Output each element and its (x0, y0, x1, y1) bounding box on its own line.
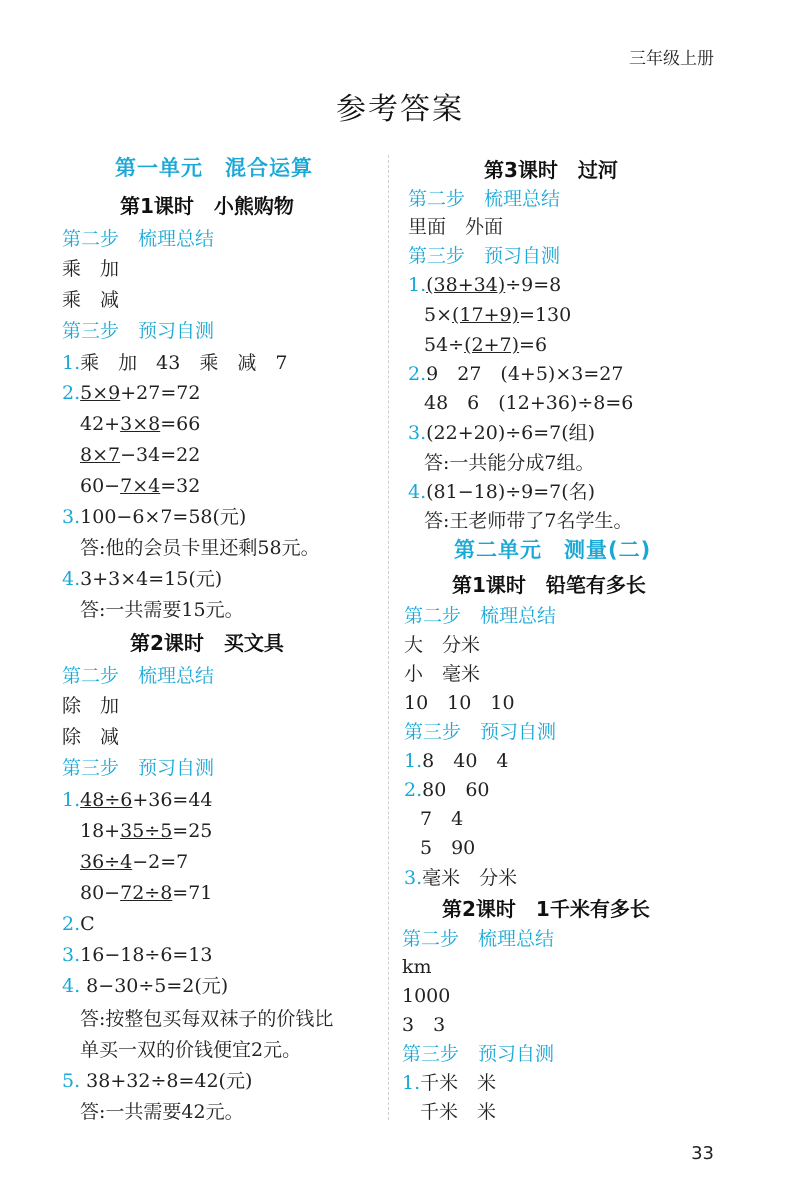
answer-line: 大 分米 (404, 634, 481, 656)
answer-line (404, 748, 509, 774)
answer-line (408, 420, 595, 446)
step-heading: 第二步 梳理总结 (62, 228, 215, 250)
lesson-title: 第2课时 买文具 (130, 631, 284, 655)
step-heading: 第二步 梳理总结 (404, 605, 557, 627)
answer-line (62, 566, 222, 592)
question-number: 4. (408, 481, 427, 503)
answer-text: 乘 加 43 乘 减 7 (80, 352, 288, 374)
underlined-expression: 35÷5 (120, 820, 173, 842)
grade-label: 三年级上册 (629, 49, 714, 69)
question-number: 2. (404, 779, 423, 801)
answer-line (62, 1068, 252, 1094)
answer-line (80, 818, 212, 844)
answer-text: +36=44 (132, 789, 213, 811)
lesson-title: 第2课时 1千米有多长 (442, 897, 650, 921)
step-heading: 第三步 预习自测 (402, 1043, 555, 1065)
answer-sentence: 答:一共能分成7组。 (424, 452, 595, 474)
answer-line (408, 479, 595, 505)
answer-text: 16−18÷6=13 (80, 944, 213, 966)
answer-sentence: 答:按整包买每双袜子的价钱比 (80, 1008, 334, 1030)
answer-line: 乘 加 (62, 258, 120, 280)
column-divider (388, 155, 389, 1120)
question-number: 5. (62, 1070, 81, 1092)
answer-line (404, 865, 517, 891)
answer-text: 38+32÷8=42(元) (80, 1070, 253, 1092)
answer-line: 乘 减 (62, 289, 120, 311)
question-number: 2. (408, 363, 427, 385)
answer-text: 54÷ (424, 334, 465, 356)
question-number: 4. (62, 568, 81, 590)
answer-line (80, 880, 212, 906)
question-number: 1. (404, 750, 423, 772)
answer-sentence: 答:他的会员卡里还剩58元。 (80, 537, 320, 559)
answer-sentence: 答:一共需要42元。 (80, 1101, 244, 1123)
unit-title: 第一单元 混合运算 (115, 156, 313, 180)
answer-text: ÷9=8 (505, 274, 562, 296)
answer-line: 10 10 10 (404, 692, 515, 714)
answer-line: 1000 (402, 985, 451, 1007)
answer-text: 100−6×7=58(元) (80, 506, 247, 528)
answer-line (408, 361, 623, 387)
step-heading: 第三步 预习自测 (62, 757, 215, 779)
underlined-expression: 5×9 (80, 382, 121, 404)
page-title: 参考答案 (336, 92, 464, 127)
answer-text: 3+3×4=15(元) (80, 568, 223, 590)
answer-line: 小 毫米 (404, 663, 481, 685)
answer-line: 48 6 (12+36)÷8=6 (424, 392, 634, 414)
answer-line: 千米 米 (420, 1101, 497, 1123)
question-number: 1. (408, 274, 427, 296)
underlined-expression: (17+9) (452, 304, 520, 326)
answer-line (424, 332, 547, 358)
question-number: 2. (62, 382, 81, 404)
step-heading: 第三步 预习自测 (62, 320, 215, 342)
step-heading: 第三步 预习自测 (408, 245, 561, 267)
answer-line (80, 411, 200, 437)
answer-text: (81−18)÷9=7(名) (426, 481, 596, 503)
answer-text: 80− (80, 882, 121, 904)
answer-line (62, 504, 246, 530)
answer-line: km (402, 956, 432, 978)
underlined-expression: 7×4 (120, 475, 161, 497)
answer-line (404, 777, 490, 803)
answer-line (424, 302, 571, 328)
answer-line (62, 787, 213, 813)
step-heading: 第二步 梳理总结 (62, 665, 215, 687)
answer-line (80, 473, 200, 499)
page-number: 33 (691, 1143, 714, 1164)
question-number: 3. (62, 506, 81, 528)
question-number: 1. (62, 352, 81, 374)
answer-line (62, 380, 200, 406)
underlined-expression: (38+34) (426, 274, 506, 296)
answer-text: 42+ (80, 413, 121, 435)
answer-text: 千米 米 (420, 1072, 497, 1094)
answer-text: 9 27 (4+5)×3=27 (426, 363, 624, 385)
question-number: 4. (62, 975, 81, 997)
answer-line (62, 911, 95, 937)
answer-line (62, 350, 287, 376)
answer-sentence: 答:王老师带了7名学生。 (424, 510, 633, 532)
answer-line (408, 272, 561, 298)
answer-line: 7 4 (420, 808, 464, 830)
answer-sentence: 答:一共需要15元。 (80, 599, 244, 621)
question-number: 3. (62, 944, 81, 966)
answer-line: 除 减 (62, 726, 120, 748)
answer-text: 8 40 4 (422, 750, 509, 772)
underlined-expression: 3×8 (120, 413, 161, 435)
question-number: 3. (408, 422, 427, 444)
answer-text: +27=72 (120, 382, 201, 404)
question-number: 3. (404, 867, 423, 889)
underlined-expression: 72÷8 (120, 882, 173, 904)
answer-text: 毫米 分米 (422, 867, 518, 889)
answer-text: =71 (172, 882, 213, 904)
step-heading: 第三步 预习自测 (404, 721, 557, 743)
answer-text: =25 (172, 820, 213, 842)
answer-text: =32 (160, 475, 201, 497)
answer-line: 里面 外面 (408, 216, 504, 238)
lesson-title: 第1课时 小熊购物 (120, 194, 294, 218)
step-heading: 第二步 梳理总结 (402, 928, 555, 950)
answer-text: −2=7 (132, 851, 189, 873)
underlined-expression: (2+7) (464, 334, 520, 356)
answer-line (402, 1070, 496, 1096)
answer-text: 18+ (80, 820, 121, 842)
answer-line (80, 442, 200, 468)
answer-line: 5 90 (420, 837, 476, 859)
answer-text: 8−30÷5=2(元) (80, 975, 229, 997)
question-number: 1. (402, 1072, 421, 1094)
answer-text: −34=22 (120, 444, 201, 466)
step-heading: 第二步 梳理总结 (408, 188, 561, 210)
unit-title: 第二单元 测量(二) (454, 538, 652, 562)
answer-text: (22+20)÷6=7(组) (426, 422, 596, 444)
answer-line (62, 942, 213, 968)
answer-text: C (80, 913, 95, 935)
lesson-title: 第3课时 过河 (484, 158, 618, 182)
answer-line (62, 973, 228, 999)
answer-text: =6 (519, 334, 548, 356)
answer-sentence: 单买一双的价钱便宜2元。 (80, 1039, 302, 1061)
answer-text: 5× (424, 304, 453, 326)
answer-text: 60− (80, 475, 121, 497)
underlined-expression: 48÷6 (80, 789, 133, 811)
answer-text: =130 (519, 304, 572, 326)
answer-text: 80 60 (422, 779, 490, 801)
underlined-expression: 36÷4 (80, 851, 133, 873)
answer-text: =66 (160, 413, 201, 435)
question-number: 1. (62, 789, 81, 811)
answer-line: 3 3 (402, 1014, 446, 1036)
lesson-title: 第1课时 铅笔有多长 (452, 573, 646, 597)
underlined-expression: 8×7 (80, 444, 121, 466)
answer-line (80, 849, 188, 875)
question-number: 2. (62, 913, 81, 935)
answer-line: 除 加 (62, 695, 120, 717)
